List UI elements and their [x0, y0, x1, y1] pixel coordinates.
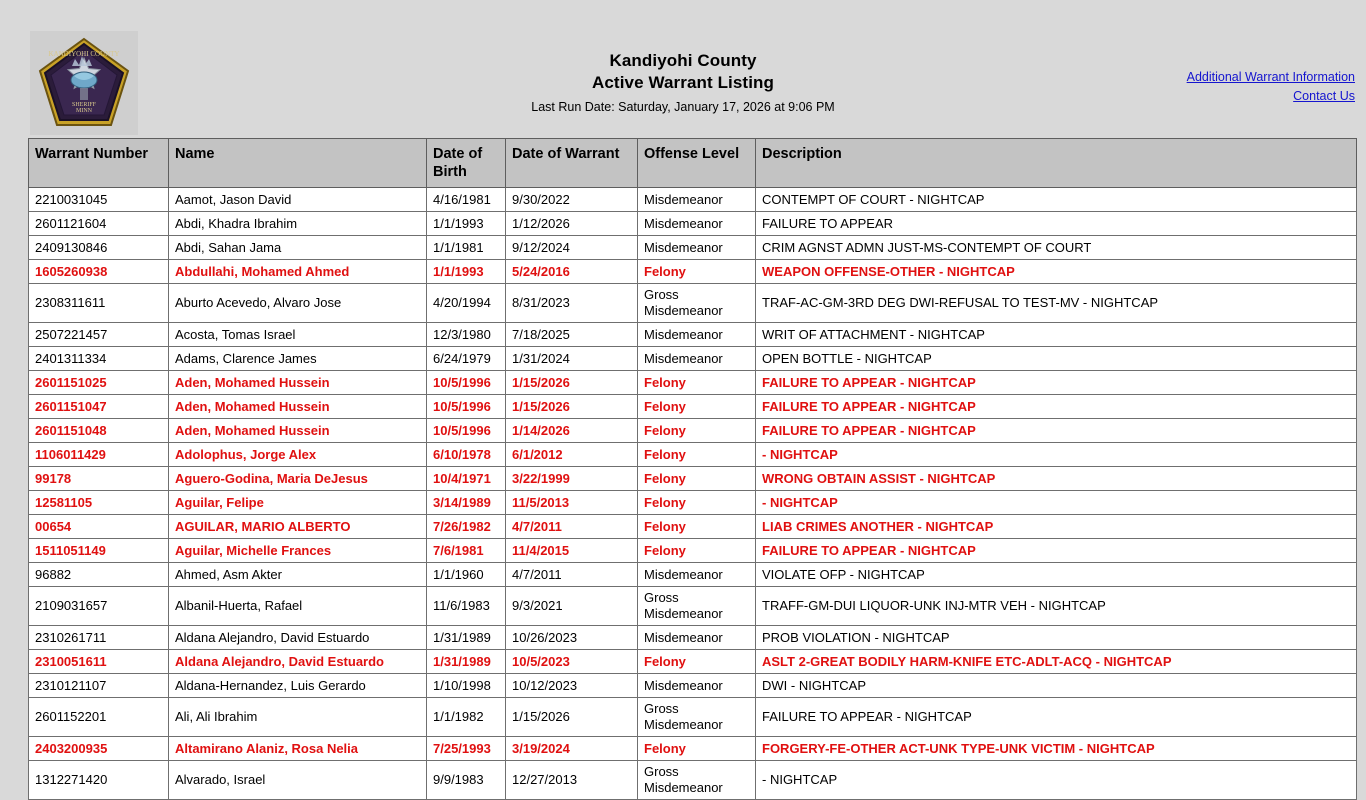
cell-offense_level: Misdemeanor: [638, 626, 756, 650]
cell-description: LIAB CRIMES ANOTHER - NIGHTCAP: [756, 515, 1357, 539]
cell-dob: 7/26/1982: [427, 515, 506, 539]
table-row: [29, 395, 1357, 419]
cell-dob: 10/5/1996: [427, 395, 506, 419]
cell-offense_level: Gross Misdemeanor: [638, 587, 756, 626]
cell-dow: 1/15/2026: [506, 371, 638, 395]
page-title-block: [0, 50, 1366, 117]
cell-name: AGUILAR, MARIO ALBERTO: [169, 515, 427, 539]
cell-description: TRAF-AC-GM-3RD DEG DWI-REFUSAL TO TEST-MV - NIGHTCAP: [756, 284, 1357, 323]
cell-dow: 1/12/2026: [506, 212, 638, 236]
cell-dow: 1/14/2026: [506, 419, 638, 443]
table-row: [29, 491, 1357, 515]
cell-name: Albanil-Huerta, Rafael: [169, 587, 427, 626]
cell-dob: 1/1/1960: [427, 563, 506, 587]
cell-dow: 3/19/2024: [506, 737, 638, 761]
cell-name: Abdi, Sahan Jama: [169, 236, 427, 260]
cell-dob: 1/10/1998: [427, 674, 506, 698]
table-row: [29, 260, 1357, 284]
table-row: [29, 650, 1357, 674]
warrant-table-container: [28, 138, 1356, 800]
table-header-row: [29, 139, 1357, 188]
cell-name: Alvarado, Israel: [169, 761, 427, 800]
cell-name: Aldana Alejandro, David Estuardo: [169, 650, 427, 674]
cell-dob: 1/1/1982: [427, 698, 506, 737]
cell-description: WEAPON OFFENSE-OTHER - NIGHTCAP: [756, 260, 1357, 284]
cell-name: Aguilar, Michelle Frances: [169, 539, 427, 563]
column-header-name[interactable]: Name: [169, 139, 427, 188]
column-header-date-of-warrant[interactable]: Date of Warrant: [506, 139, 638, 188]
cell-dob: 1/1/1993: [427, 260, 506, 284]
cell-warrant_number: 2210031045: [29, 188, 169, 212]
cell-offense_level: Felony: [638, 371, 756, 395]
cell-warrant_number: 2601151025: [29, 371, 169, 395]
svg-text:SHERIFF: SHERIFF: [71, 102, 97, 108]
cell-offense_level: Gross Misdemeanor: [638, 698, 756, 737]
warrant-table: [28, 138, 1357, 800]
cell-description: FAILURE TO APPEAR: [756, 212, 1357, 236]
cell-name: Abdullahi, Mohamed Ahmed: [169, 260, 427, 284]
cell-warrant_number: 2601121604: [29, 212, 169, 236]
cell-description: FAILURE TO APPEAR - NIGHTCAP: [756, 395, 1357, 419]
cell-description: OPEN BOTTLE - NIGHTCAP: [756, 347, 1357, 371]
cell-dow: 9/30/2022: [506, 188, 638, 212]
cell-dow: 9/12/2024: [506, 236, 638, 260]
cell-warrant_number: 2310051611: [29, 650, 169, 674]
table-row: [29, 587, 1357, 626]
cell-warrant_number: 2507221457: [29, 323, 169, 347]
table-row: [29, 443, 1357, 467]
column-header-date-of-birth[interactable]: Date of Birth: [427, 139, 506, 188]
cell-dob: 3/14/1989: [427, 491, 506, 515]
table-row: [29, 323, 1357, 347]
table-row: [29, 419, 1357, 443]
table-row: [29, 371, 1357, 395]
cell-description: FAILURE TO APPEAR - NIGHTCAP: [756, 371, 1357, 395]
warrant-table-body: [29, 188, 1357, 800]
cell-dob: 1/31/1989: [427, 650, 506, 674]
cell-offense_level: Misdemeanor: [638, 323, 756, 347]
table-row: [29, 188, 1357, 212]
cell-dob: 6/10/1978: [427, 443, 506, 467]
cell-offense_level: Felony: [638, 467, 756, 491]
cell-name: Aden, Mohamed Hussein: [169, 419, 427, 443]
cell-warrant_number: 12581105: [29, 491, 169, 515]
cell-offense_level: Misdemeanor: [638, 236, 756, 260]
cell-dob: 1/1/1981: [427, 236, 506, 260]
cell-description: DWI - NIGHTCAP: [756, 674, 1357, 698]
cell-name: Aguilar, Felipe: [169, 491, 427, 515]
cell-offense_level: Felony: [638, 395, 756, 419]
cell-dow: 1/15/2026: [506, 395, 638, 419]
cell-name: Ahmed, Asm Akter: [169, 563, 427, 587]
contact-us-link[interactable]: Contact Us: [1293, 89, 1355, 103]
cell-dow: 9/3/2021: [506, 587, 638, 626]
table-row: [29, 236, 1357, 260]
cell-offense_level: Misdemeanor: [638, 563, 756, 587]
cell-offense_level: Misdemeanor: [638, 188, 756, 212]
sheriff-badge-logo: [30, 31, 138, 135]
cell-dow: 6/1/2012: [506, 443, 638, 467]
cell-description: PROB VIOLATION - NIGHTCAP: [756, 626, 1357, 650]
cell-warrant_number: 1312271420: [29, 761, 169, 800]
cell-offense_level: Misdemeanor: [638, 347, 756, 371]
page-title: Kandiyohi County: [609, 51, 757, 70]
cell-dow: 10/26/2023: [506, 626, 638, 650]
cell-warrant_number: 2308311611: [29, 284, 169, 323]
svg-text:MINN: MINN: [76, 108, 92, 114]
cell-warrant_number: 2310261711: [29, 626, 169, 650]
cell-description: VIOLATE OFP - NIGHTCAP: [756, 563, 1357, 587]
additional-warrant-information-link[interactable]: Additional Warrant Information: [1186, 70, 1355, 84]
cell-dow: 10/5/2023: [506, 650, 638, 674]
cell-dob: 1/31/1989: [427, 626, 506, 650]
cell-warrant_number: 1511051149: [29, 539, 169, 563]
cell-name: Aburto Acevedo, Alvaro Jose: [169, 284, 427, 323]
cell-dob: 12/3/1980: [427, 323, 506, 347]
cell-description: - NIGHTCAP: [756, 491, 1357, 515]
cell-description: FORGERY-FE-OTHER ACT-UNK TYPE-UNK VICTIM - NIGHTCAP: [756, 737, 1357, 761]
cell-offense_level: Felony: [638, 737, 756, 761]
cell-warrant_number: 00654: [29, 515, 169, 539]
column-header-description[interactable]: Description: [756, 139, 1357, 188]
cell-warrant_number: 2601152201: [29, 698, 169, 737]
cell-name: Aldana-Hernandez, Luis Gerardo: [169, 674, 427, 698]
cell-name: Altamirano Alaniz, Rosa Nelia: [169, 737, 427, 761]
cell-name: Abdi, Khadra Ibrahim: [169, 212, 427, 236]
cell-dow: 5/24/2016: [506, 260, 638, 284]
cell-description: TRAFF-GM-DUI LIQUOR-UNK INJ-MTR VEH - NIGHTCAP: [756, 587, 1357, 626]
cell-warrant_number: 2601151048: [29, 419, 169, 443]
cell-dob: 9/9/1983: [427, 761, 506, 800]
cell-name: Acosta, Tomas Israel: [169, 323, 427, 347]
column-header-warrant-number[interactable]: Warrant Number: [29, 139, 169, 188]
cell-description: ASLT 2-GREAT BODILY HARM-KNIFE ETC-ADLT-ACQ - NIGHTCAP: [756, 650, 1357, 674]
table-row: [29, 347, 1357, 371]
cell-dow: 12/27/2013: [506, 761, 638, 800]
cell-offense_level: Felony: [638, 539, 756, 563]
cell-description: WRONG OBTAIN ASSIST - NIGHTCAP: [756, 467, 1357, 491]
cell-description: - NIGHTCAP: [756, 443, 1357, 467]
cell-offense_level: Felony: [638, 260, 756, 284]
cell-offense_level: Misdemeanor: [638, 674, 756, 698]
cell-warrant_number: 2310121107: [29, 674, 169, 698]
cell-dob: 7/25/1993: [427, 737, 506, 761]
header-links: [1187, 68, 1355, 106]
cell-dob: 6/24/1979: [427, 347, 506, 371]
cell-dow: 4/7/2011: [506, 515, 638, 539]
cell-dob: 4/20/1994: [427, 284, 506, 323]
table-row: [29, 563, 1357, 587]
cell-dow: 11/5/2013: [506, 491, 638, 515]
cell-name: Aldana Alejandro, David Estuardo: [169, 626, 427, 650]
column-header-offense-level[interactable]: Offense Level: [638, 139, 756, 188]
cell-name: Aden, Mohamed Hussein: [169, 395, 427, 419]
cell-name: Aamot, Jason David: [169, 188, 427, 212]
cell-dow: 1/15/2026: [506, 698, 638, 737]
cell-dob: 7/6/1981: [427, 539, 506, 563]
cell-dob: 11/6/1983: [427, 587, 506, 626]
cell-description: FAILURE TO APPEAR - NIGHTCAP: [756, 698, 1357, 737]
table-row: [29, 737, 1357, 761]
cell-description: FAILURE TO APPEAR - NIGHTCAP: [756, 419, 1357, 443]
table-row: [29, 212, 1357, 236]
cell-description: CONTEMPT OF COURT - NIGHTCAP: [756, 188, 1357, 212]
cell-warrant_number: 2401311334: [29, 347, 169, 371]
cell-description: FAILURE TO APPEAR - NIGHTCAP: [756, 539, 1357, 563]
cell-name: Aguero-Godina, Maria DeJesus: [169, 467, 427, 491]
cell-description: WRIT OF ATTACHMENT - NIGHTCAP: [756, 323, 1357, 347]
page-header: [0, 0, 1366, 130]
cell-dow: 4/7/2011: [506, 563, 638, 587]
cell-description: - NIGHTCAP: [756, 761, 1357, 800]
cell-offense_level: Felony: [638, 491, 756, 515]
cell-dow: 11/4/2015: [506, 539, 638, 563]
table-row: [29, 284, 1357, 323]
svg-text:KANDIYOHI COUNTY: KANDIYOHI COUNTY: [48, 50, 120, 58]
cell-warrant_number: 99178: [29, 467, 169, 491]
cell-dow: 7/18/2025: [506, 323, 638, 347]
cell-dob: 10/5/1996: [427, 371, 506, 395]
table-row: [29, 626, 1357, 650]
cell-warrant_number: 2409130846: [29, 236, 169, 260]
table-row: [29, 515, 1357, 539]
cell-dob: 10/5/1996: [427, 419, 506, 443]
cell-name: Adams, Clarence James: [169, 347, 427, 371]
cell-warrant_number: 1106011429: [29, 443, 169, 467]
cell-offense_level: Felony: [638, 650, 756, 674]
cell-name: Adolophus, Jorge Alex: [169, 443, 427, 467]
table-row: [29, 674, 1357, 698]
cell-warrant_number: 96882: [29, 563, 169, 587]
cell-warrant_number: 1605260938: [29, 260, 169, 284]
table-row: [29, 698, 1357, 737]
cell-offense_level: Misdemeanor: [638, 212, 756, 236]
cell-dob: 1/1/1993: [427, 212, 506, 236]
cell-dow: 1/31/2024: [506, 347, 638, 371]
cell-dob: 4/16/1981: [427, 188, 506, 212]
cell-warrant_number: 2109031657: [29, 587, 169, 626]
cell-offense_level: Felony: [638, 443, 756, 467]
page-subtitle-heading: Active Warrant Listing: [592, 73, 774, 92]
badge-icon: [36, 36, 132, 130]
table-row: [29, 539, 1357, 563]
cell-description: CRIM AGNST ADMN JUST-MS-CONTEMPT OF COURT: [756, 236, 1357, 260]
table-row: [29, 761, 1357, 800]
warrant-table-header: [29, 139, 1357, 188]
cell-dow: 8/31/2023: [506, 284, 638, 323]
table-row: [29, 467, 1357, 491]
cell-offense_level: Felony: [638, 419, 756, 443]
cell-dob: 10/4/1971: [427, 467, 506, 491]
cell-name: Aden, Mohamed Hussein: [169, 371, 427, 395]
last-run-date: Last Run Date: Saturday, January 17, 2026 at 9:06 PM: [531, 100, 835, 114]
cell-dow: 3/22/1999: [506, 467, 638, 491]
cell-warrant_number: 2601151047: [29, 395, 169, 419]
cell-offense_level: Gross Misdemeanor: [638, 284, 756, 323]
cell-name: Ali, Ali Ibrahim: [169, 698, 427, 737]
cell-dow: 10/12/2023: [506, 674, 638, 698]
cell-warrant_number: 2403200935: [29, 737, 169, 761]
cell-offense_level: Felony: [638, 515, 756, 539]
cell-offense_level: Gross Misdemeanor: [638, 761, 756, 800]
